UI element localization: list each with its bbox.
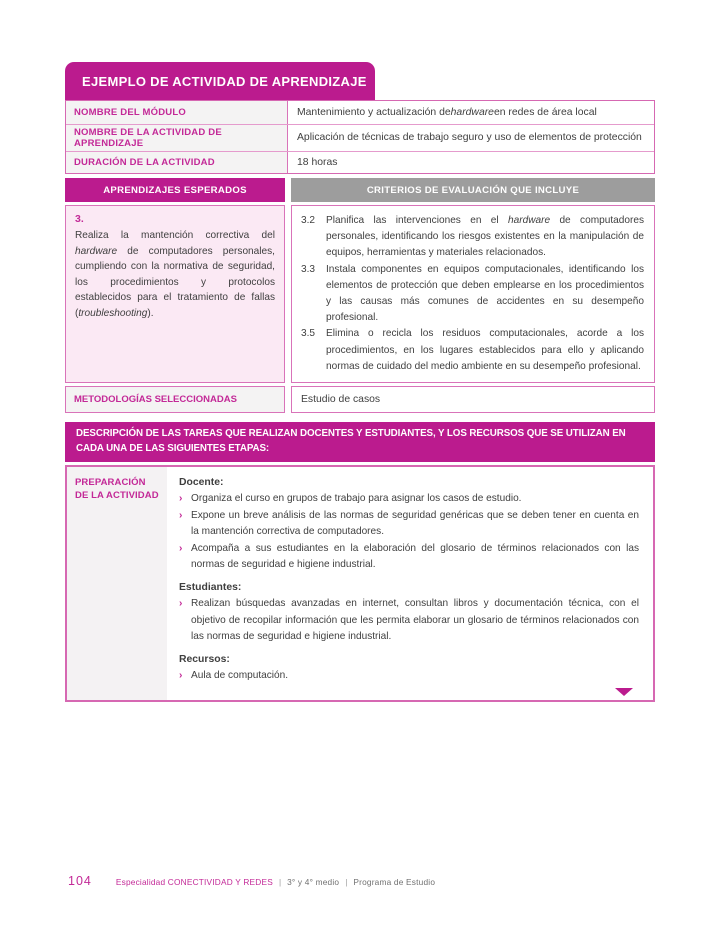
criterion-number: 3.2 (301, 215, 316, 226)
chevron-bullet-icon: › (179, 669, 183, 681)
criteria-cell (291, 205, 655, 383)
page-footer (68, 874, 435, 888)
learning-header-row (65, 178, 655, 202)
footer-program: Programa de Estudio (353, 877, 436, 887)
criterion-text: Instala componentes en equipos computacionales, identificando los elementos de protección que deben emplearse en los procedimientos y las causas más comunes de accidentes en su desempeño profesional. (326, 263, 644, 324)
criterion-text: Planifica las intervenciones en el hardware de computadores personales, identificando los riesgos existentes en la manipulación de equipos, herramientas y materiales relacionados. (326, 215, 644, 259)
info-table (65, 100, 655, 174)
list-item (179, 668, 639, 685)
criterion-number: 3.5 (301, 328, 316, 340)
objective-cell (65, 205, 285, 383)
students-heading: Estudiantes: (179, 582, 242, 593)
learning-body-row (65, 205, 655, 383)
objective-text: Realiza la mantención correctiva del hardware de computadores personales, cumpliendo con la normativa de seguridad, los procedimientos y protocolos establecidos para el tratamiento de fallas (troubleshooting). (75, 230, 275, 319)
table-row (66, 124, 654, 151)
stage-section (65, 465, 655, 702)
teacher-heading: Docente: (179, 477, 224, 489)
activity-name-label: NOMBRE DE LA ACTIVIDAD DE APRENDIZAJE (66, 125, 288, 151)
criterion-item (301, 262, 644, 327)
activity-example-block (65, 62, 655, 702)
bullet-text: Acompaña a sus estudiantes en la elaboración del glosario de términos relacionados con las normas de seguridad e higiene industrial. (191, 542, 639, 571)
criterion-item (301, 326, 644, 375)
list-item (179, 596, 639, 646)
methodology-row (65, 386, 655, 413)
chevron-bullet-icon: › (179, 509, 183, 521)
table-row (66, 101, 654, 124)
stage-label: PREPARACIÓN DE LA ACTIVIDAD (67, 467, 167, 700)
criterion-text: Elimina o recicla los residuos computacionales, acorde a los procedimientos, en los lugares establecidos para ello y aplicando normas de cuidado del medio ambiente en su desempeño profesional. (326, 328, 644, 372)
footer-grade: 3° y 4° medio (287, 877, 340, 887)
expected-learning-header: APRENDIZAJES ESPERADOS (65, 178, 285, 202)
criterion-item (301, 213, 644, 262)
criterion-number: 3.3 (301, 263, 316, 275)
list-item (179, 541, 639, 574)
footer-page-number: 104 (68, 874, 92, 888)
objective-number: 3. (75, 213, 84, 225)
activity-name-value: Aplicación de técnicas de trabajo seguro y uso de elementos de protección (297, 132, 642, 143)
bullet-text: Organiza el curso en grupos de trabajo para asignar los casos de estudio. (191, 493, 522, 505)
triangle-down-icon (615, 688, 633, 696)
bullet-text: Realizan búsquedas avanzadas en internet, consultan libros y documentación técnica, con el objetivo de recopilar información que les permita elaborar un glosario de términos relacionados con las normas de seguridad e higiene industrial. (191, 598, 639, 643)
methodology-value: Estudio de casos (291, 386, 655, 413)
resources-heading: Recursos: (179, 653, 230, 665)
page-title: EJEMPLO DE ACTIVIDAD DE APRENDIZAJE (65, 62, 375, 100)
bullet-text: Aula de computación. (191, 669, 289, 681)
module-name-label: NOMBRE DEL MÓDULO (66, 101, 288, 124)
table-row (66, 151, 654, 174)
evaluation-criteria-header: CRITERIOS DE EVALUACIÓN QUE INCLUYE (291, 178, 655, 202)
list-item (179, 491, 639, 508)
duration-value: 18 horas (297, 156, 338, 168)
module-name-value: Mantenimiento y actualización de hardware en redes de área local (297, 106, 597, 118)
list-item (179, 508, 639, 541)
footer-specialty: Especialidad CONECTIVIDAD Y REDES (115, 877, 273, 887)
methodology-label: METODOLOGÍAS SELECCIONADAS (65, 386, 285, 413)
duration-label: DURACIÓN DE LA ACTIVIDAD (66, 152, 288, 174)
tasks-description-banner: DESCRIPCIÓN DE LAS TAREAS QUE REALIZAN DOCENTES Y ESTUDIANTES, Y LOS RECURSOS QUE SE UTILIZAN EN CADA UNA DE LAS SIGUIENTES ETAPAS: (65, 422, 655, 462)
chevron-bullet-icon: › (179, 493, 183, 505)
footer-separator: | (345, 877, 348, 887)
footer-separator: | (278, 877, 282, 887)
bullet-text: Expone un breve análisis de las normas de seguridad genéricas que se deben tener en cuenta en la mantención correctiva de computadores. (191, 509, 639, 538)
chevron-bullet-icon: › (179, 598, 183, 609)
chevron-bullet-icon: › (179, 542, 183, 554)
